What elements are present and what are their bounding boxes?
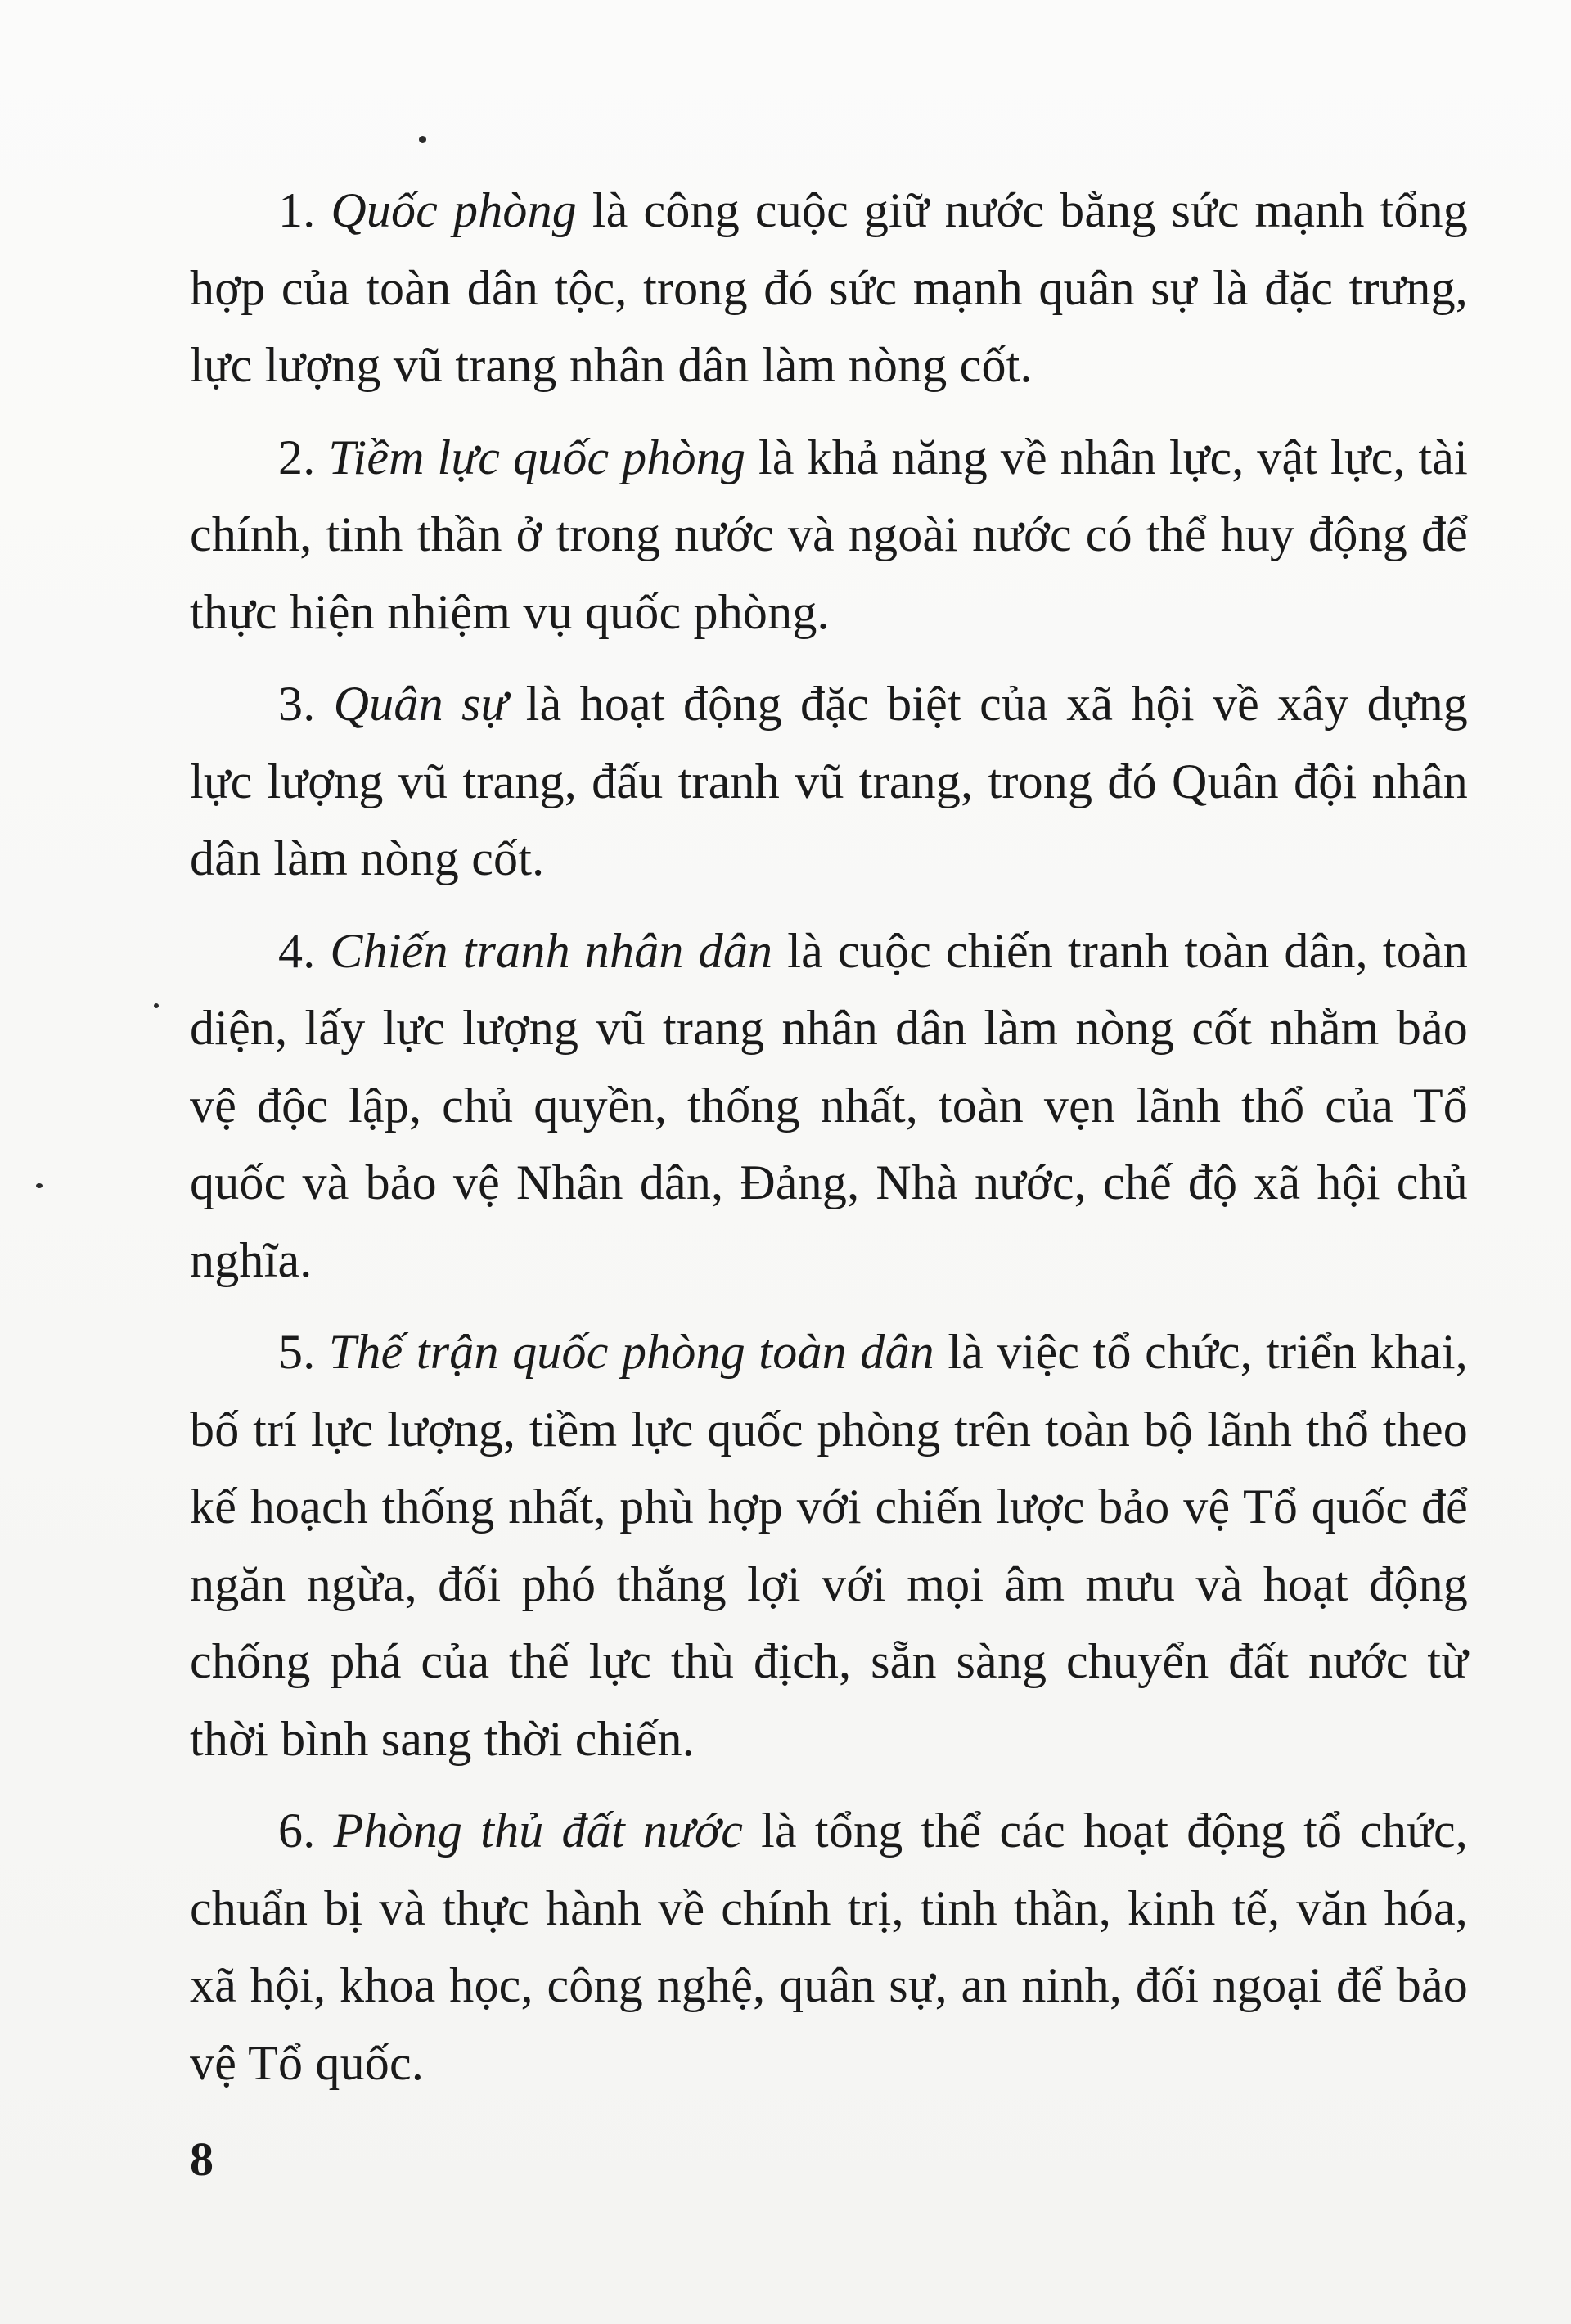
paragraph-number: 4.	[278, 923, 331, 978]
definition-text: là công cuộc giữ nước bằng sức mạnh tổng hợp của toàn dân tộc, trong đó sức mạnh quân sự là đặc trưng, lực lượng vũ trang nhân dân làm nòng cốt.	[190, 183, 1468, 392]
paragraph-number: 6.	[278, 1804, 334, 1858]
definition-text: là việc tổ chức, triển khai, bố trí lực lượng, tiềm lực quốc phòng trên toàn bộ lãnh thổ theo kế hoạch thống nhất, phù hợp với chiến lược bảo vệ Tổ quốc để ngăn ngừa, đối phó thắng lợi với mọi âm mưu và hoạt động chống phá của thế lực thù địch, sẵn sàng chuyển đất nước từ thời bình sang thời chiến.	[190, 1325, 1468, 1766]
definition-paragraph-2	[190, 419, 1468, 651]
page-body	[190, 172, 1468, 2116]
ink-speck	[154, 1003, 159, 1008]
definition-text: là cuộc chiến tranh toàn dân, toàn diện, lấy lực lượng vũ trang nhân dân làm nòng cốt nhằm bảo vệ độc lập, chủ quyền, thống nhất, toàn vẹn lãnh thổ của Tổ quốc và bảo vệ Nhân dân, Đảng, Nhà nước, chế độ xã hội chủ nghĩa.	[190, 923, 1468, 1287]
page-number: 8	[190, 2133, 214, 2186]
definition-paragraph-5	[190, 1313, 1468, 1777]
defined-term: Phòng thủ đất nước	[333, 1804, 744, 1858]
definition-text: là hoạt động đặc biệt của xã hội về xây dựng lực lượng vũ trang, đấu tranh vũ trang, trong đó Quân đội nhân dân làm nòng cốt.	[190, 677, 1468, 885]
definition-paragraph-4	[190, 912, 1468, 1299]
paragraph-number: 2.	[278, 430, 329, 484]
paragraph-number: 5.	[278, 1325, 329, 1379]
defined-term: Tiềm lực quốc phòng	[328, 430, 746, 484]
paragraph-number: 1.	[278, 183, 331, 237]
ink-speck	[419, 136, 426, 143]
ink-speck	[36, 1183, 43, 1188]
definition-paragraph-3	[190, 665, 1468, 898]
defined-term: Chiến tranh nhân dân	[330, 923, 773, 978]
paragraph-number: 3.	[278, 677, 334, 731]
definition-text: là tổng thể các hoạt động tổ chức, chuẩn bị và thực hành về chính trị, tinh thần, kinh tế, văn hóa, xã hội, khoa học, công nghệ, quân sự, an ninh, đối ngoại để bảo vệ Tổ quốc.	[190, 1804, 1468, 2090]
definition-paragraph-1	[190, 172, 1468, 404]
definition-text: là khả năng về nhân lực, vật lực, tài chính, tinh thần ở trong nước và ngoài nước có thể huy động để thực hiện nhiệm vụ quốc phòng.	[190, 430, 1468, 639]
defined-term: Thế trận quốc phòng toàn dân	[328, 1325, 934, 1379]
defined-term: Quốc phòng	[331, 183, 578, 237]
definition-paragraph-6	[190, 1792, 1468, 2101]
defined-term: Quân sự	[333, 677, 508, 731]
